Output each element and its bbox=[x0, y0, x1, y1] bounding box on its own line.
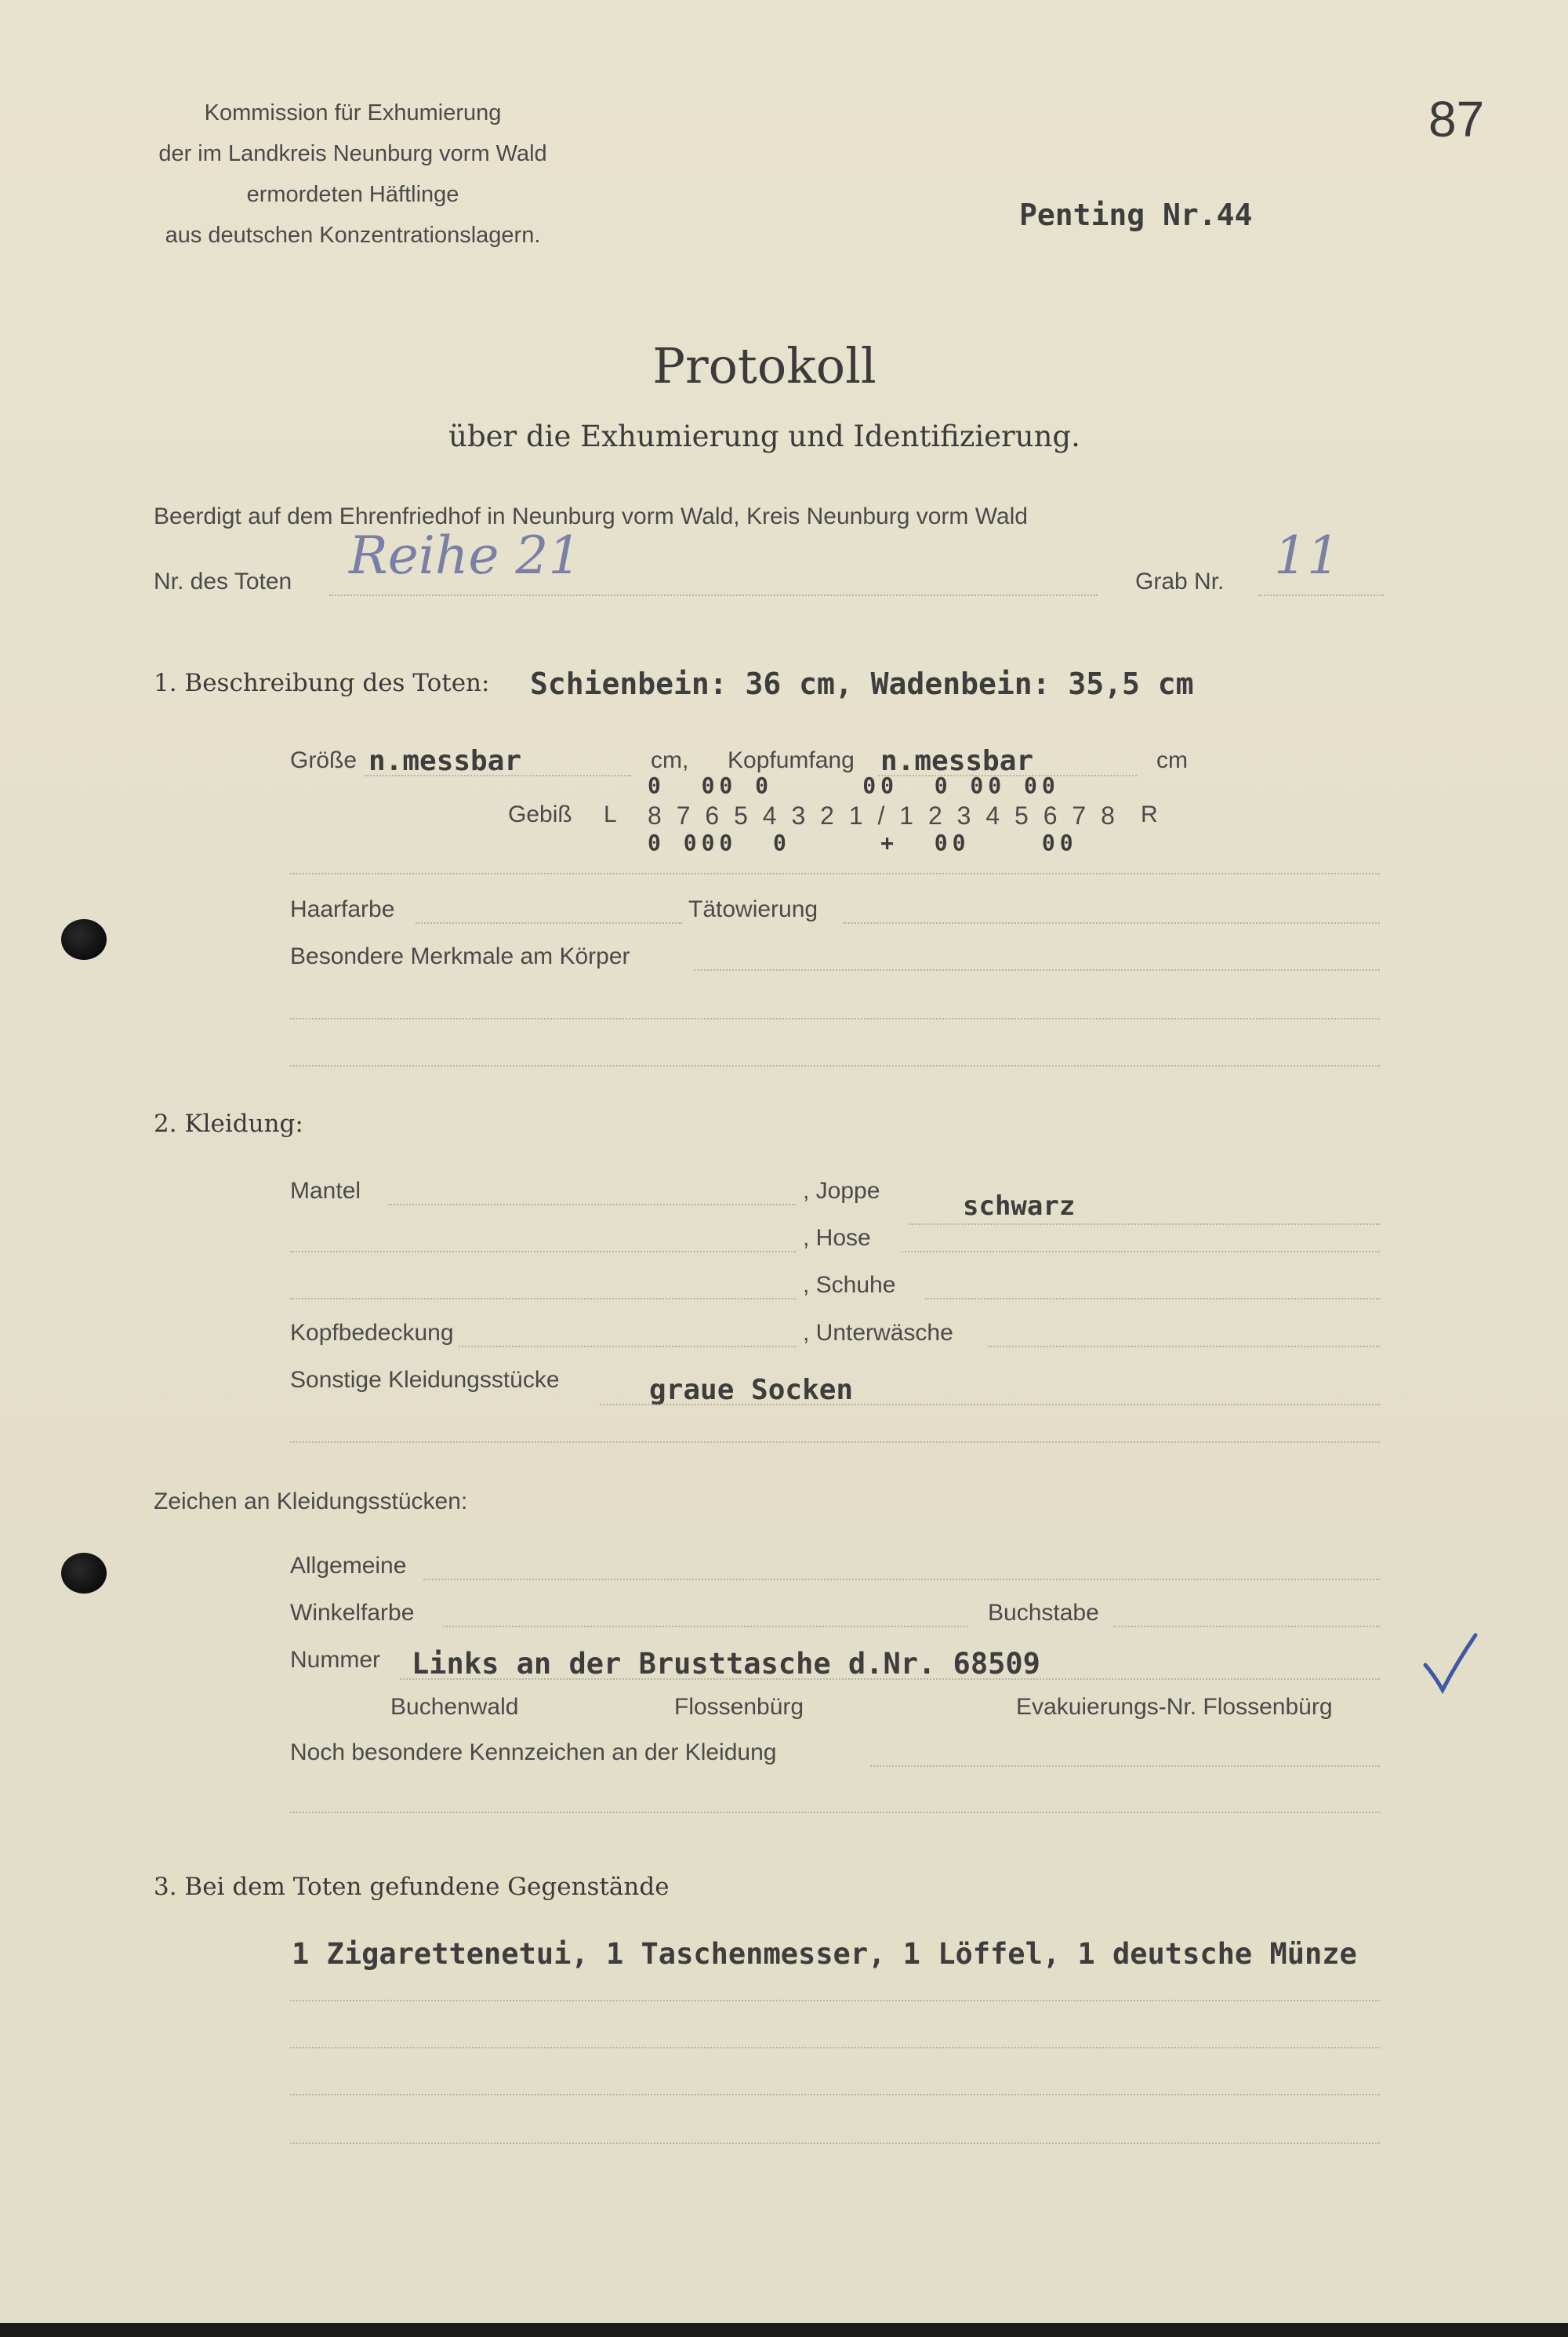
punch-hole bbox=[61, 1553, 107, 1594]
noch-kennzeichen-line-2 bbox=[290, 1812, 1380, 1813]
nummer-line bbox=[400, 1678, 1380, 1680]
sonstige-line-2 bbox=[290, 1441, 1380, 1443]
merkmale-line bbox=[694, 969, 1380, 971]
buchenwald-label: Buchenwald bbox=[390, 1694, 519, 1720]
grab-nr-line bbox=[1258, 594, 1384, 596]
section-3-value: 1 Zigarettenetui, 1 Taschenmesser, 1 Löffel, 1 deutsche Münze bbox=[292, 1937, 1357, 1971]
nummer-label: Nummer bbox=[290, 1647, 381, 1673]
noch-kennzeichen-label: Noch besondere Kennzeichen an der Kleidung bbox=[290, 1739, 777, 1765]
section-3-line-3 bbox=[290, 2094, 1380, 2095]
nr-des-toten-label: Nr. des Toten bbox=[154, 569, 292, 594]
sonstige-label: Sonstige Kleidungsstücke bbox=[290, 1367, 560, 1393]
gebiss-tooth-numbers: 8 7 6 5 4 3 2 1 / 1 2 3 4 5 6 7 8 bbox=[648, 801, 1119, 830]
hose-label: , Hose bbox=[803, 1225, 871, 1251]
sonstige-value: graue Socken bbox=[649, 1374, 854, 1406]
commission-line: der im Landkreis Neunburg vorm Wald bbox=[158, 141, 547, 166]
section-2-heading: 2. Kleidung: bbox=[154, 1110, 303, 1138]
joppe-label: , Joppe bbox=[803, 1178, 880, 1204]
kopfumfang-value: n.messbar bbox=[880, 745, 1034, 777]
nummer-value: Links an der Brusttasche d.Nr. 68509 bbox=[412, 1647, 1040, 1681]
commission-block bbox=[133, 93, 572, 256]
winkelfarbe-line bbox=[443, 1626, 968, 1627]
gebiss-right-marker: R bbox=[1141, 801, 1158, 827]
commission-line: aus deutschen Konzentrationslagern. bbox=[165, 223, 541, 248]
commission-line: Kommission für Exhumierung bbox=[204, 100, 502, 125]
page-bottom-edge bbox=[0, 2323, 1568, 2337]
taetowierung-label: Tätowierung bbox=[688, 896, 818, 922]
kopfbedeckung-label: Kopfbedeckung bbox=[290, 1320, 454, 1346]
nr-des-toten-value: Reihe 21 bbox=[349, 525, 582, 586]
gebiss-left-marker: L bbox=[604, 801, 617, 827]
groesse-line bbox=[365, 775, 631, 776]
sonstige-line bbox=[600, 1404, 1380, 1405]
gebiss-line bbox=[290, 873, 1380, 874]
merkmale-line-2 bbox=[290, 1018, 1380, 1019]
gebiss-label: Gebiß bbox=[508, 801, 572, 827]
flossenbuerg-label: Flossenbürg bbox=[674, 1694, 804, 1720]
kleidung-line-2 bbox=[290, 1298, 796, 1299]
noch-kennzeichen-line bbox=[870, 1765, 1380, 1767]
merkmale-label: Besondere Merkmale am Körper bbox=[290, 943, 630, 969]
haarfarbe-label: Haarfarbe bbox=[290, 896, 395, 922]
page-title: Protokoll bbox=[652, 337, 877, 394]
buchstabe-label: Buchstabe bbox=[988, 1600, 1099, 1626]
kopfumfang-label: Kopfumfang bbox=[728, 747, 855, 773]
page-number: 87 bbox=[1428, 91, 1485, 147]
nr-des-toten-line bbox=[329, 594, 1098, 596]
mantel-label: Mantel bbox=[290, 1178, 361, 1204]
grab-nr-value: 11 bbox=[1274, 525, 1340, 586]
kopfbedeckung-line bbox=[459, 1346, 796, 1347]
grab-nr-label: Grab Nr. bbox=[1135, 569, 1225, 594]
section-1-heading: 1. Beschreibung des Toten: bbox=[154, 669, 490, 697]
section-1-description-value: Schienbein: 36 cm, Wadenbein: 35,5 cm bbox=[530, 667, 1194, 701]
hose-line bbox=[902, 1251, 1380, 1252]
groesse-unit: cm, bbox=[651, 747, 689, 773]
unterwaesche-label: , Unterwäsche bbox=[803, 1320, 953, 1346]
allgemeine-label: Allgemeine bbox=[290, 1553, 407, 1579]
joppe-line bbox=[909, 1223, 1380, 1225]
evakuierungs-label: Evakuierungs-Nr. Flossenbürg bbox=[1016, 1694, 1333, 1720]
burial-line: Beerdigt auf dem Ehrenfriedhof in Neunburg vorm Wald, Kreis Neunburg vorm Wald bbox=[154, 503, 1028, 529]
mantel-line bbox=[388, 1204, 796, 1205]
allgemeine-line bbox=[423, 1579, 1380, 1580]
section-3-line-1 bbox=[290, 2000, 1380, 2001]
merkmale-line-3 bbox=[290, 1065, 1380, 1067]
unterwaesche-line bbox=[988, 1346, 1380, 1347]
schuhe-line bbox=[925, 1298, 1380, 1299]
check-mark-icon bbox=[1419, 1627, 1482, 1706]
taetowierung-line bbox=[843, 922, 1380, 924]
gebiss-lower-marks: 0 000 0 + 00 00 bbox=[648, 830, 1078, 856]
kopfumfang-unit: cm bbox=[1156, 747, 1188, 773]
buchstabe-line bbox=[1113, 1626, 1380, 1627]
section-3-line-2 bbox=[290, 2047, 1380, 2048]
section-3-heading: 3. Bei dem Toten gefundene Gegenstände bbox=[154, 1873, 670, 1901]
zeichen-heading: Zeichen an Kleidungsstücken: bbox=[154, 1488, 468, 1514]
kleidung-line-1 bbox=[290, 1251, 796, 1252]
groesse-value: n.messbar bbox=[368, 745, 522, 777]
penting-number: Penting Nr.44 bbox=[1019, 198, 1253, 232]
gebiss-upper-marks: 0 00 0 00 0 00 00 bbox=[648, 772, 1060, 798]
page-subtitle: über die Exhumierung und Identifizierung. bbox=[448, 420, 1080, 453]
winkelfarbe-label: Winkelfarbe bbox=[290, 1600, 415, 1626]
section-3-line-4 bbox=[290, 2143, 1380, 2144]
groesse-label: Größe bbox=[290, 747, 358, 773]
joppe-value: schwarz bbox=[963, 1190, 1076, 1222]
haarfarbe-line bbox=[416, 922, 682, 924]
punch-hole bbox=[61, 919, 107, 960]
schuhe-label: , Schuhe bbox=[803, 1272, 896, 1298]
commission-line: ermordeten Häftlinge bbox=[246, 182, 459, 207]
